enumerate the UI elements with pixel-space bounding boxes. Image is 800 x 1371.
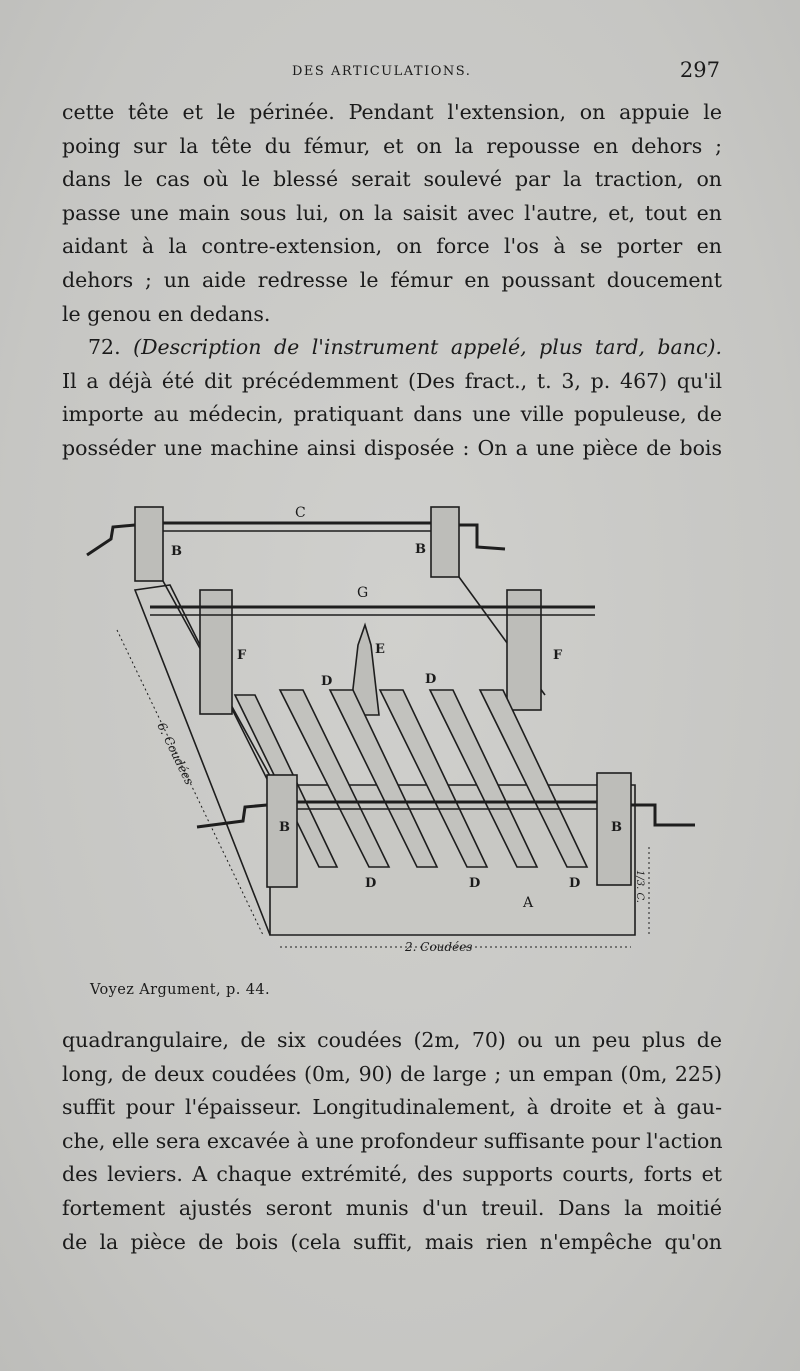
label-D: D bbox=[425, 672, 437, 687]
bench-illustration bbox=[75, 495, 705, 960]
front-left-crank bbox=[197, 805, 267, 827]
running-header bbox=[62, 58, 722, 88]
bottom-paragraph bbox=[62, 1024, 722, 1259]
text-line: dans le cas où le blessé serait soulevé par la traction, on bbox=[62, 167, 722, 192]
label-A: A bbox=[523, 895, 534, 911]
text-line: des leviers. A chaque extrémité, des supports courts, forts et bbox=[62, 1162, 722, 1187]
label-D: D bbox=[569, 876, 581, 891]
text-line: Il a déjà été dit précédemment (Des fract., t. 3, p. 467) qu'il bbox=[62, 368, 722, 393]
label-B: B bbox=[611, 820, 622, 835]
text-line: le genou en dedans. bbox=[62, 301, 271, 326]
text-line: importe au médecin, pratiquant dans une ville populeuse, de bbox=[62, 402, 722, 427]
rear-left-crank bbox=[87, 525, 135, 555]
page-number: 297 bbox=[679, 58, 720, 82]
rear-right-upright bbox=[431, 507, 459, 577]
text-line: de la pièce de bois (cela suffit, mais rien n'empêche qu'on bbox=[62, 1229, 722, 1254]
label-D: D bbox=[469, 876, 481, 891]
running-title: DES ARTICULATIONS. bbox=[292, 64, 472, 79]
label-B: B bbox=[279, 820, 290, 835]
label-B: B bbox=[171, 544, 182, 559]
dimension-width: 2. Coudées bbox=[405, 940, 473, 954]
dimension-length: 6. Coudées bbox=[154, 720, 197, 787]
text-line: che, elle sera excavée à une profondeur suffisante pour l'action bbox=[62, 1128, 723, 1153]
text-line: dehors ; un aide redresse le fémur en poussant doucement bbox=[62, 267, 722, 292]
rear-right-crank bbox=[459, 525, 505, 549]
section-heading: (Description de l'instrument appelé, plus tard, banc). bbox=[133, 335, 722, 360]
section-heading-line bbox=[62, 331, 722, 365]
left-lever-post bbox=[200, 590, 232, 714]
front-right-crank bbox=[631, 805, 695, 825]
label-D: D bbox=[321, 674, 333, 689]
rear-left-upright bbox=[135, 507, 163, 581]
label-E: E bbox=[375, 642, 385, 657]
text-line: long, de deux coudées (0m, 90) de large ; un empan (0m, 225) bbox=[62, 1061, 722, 1086]
text-line: posséder une machine ainsi disposée : On a une pièce de bois bbox=[62, 435, 722, 460]
label-F: F bbox=[553, 648, 563, 663]
section-number: 72. bbox=[88, 335, 121, 360]
bench-engraving bbox=[75, 495, 705, 960]
label-F: F bbox=[237, 648, 247, 663]
text-line: fortement ajustés seront munis d'un treuil. Dans la moitié bbox=[62, 1195, 722, 1220]
text-line: poing sur la tête du fémur, et on la repousse en dehors ; bbox=[62, 133, 722, 158]
text-line: passe une main sous lui, on la saisit avec l'autre, et, tout en bbox=[62, 200, 722, 225]
label-D: D bbox=[365, 876, 377, 891]
top-paragraph bbox=[62, 96, 722, 466]
text-line: aidant à la contre-extension, on force l'os à se porter en bbox=[62, 234, 722, 259]
text-line: quadrangulaire, de six coudées (2m, 70) ou un peu plus de bbox=[62, 1028, 722, 1052]
text-line: suffit pour l'épaisseur. Longitudinalement, à droite et à gau- bbox=[62, 1095, 722, 1120]
figure-caption: Voyez Argument, p. 44. bbox=[90, 982, 270, 998]
dimension-height: 1/3. C. bbox=[634, 870, 645, 903]
label-B: B bbox=[415, 542, 426, 557]
text-line: cette tête et le périnée. Pendant l'extension, on appuie le bbox=[62, 100, 722, 124]
label-C: C bbox=[295, 505, 306, 521]
label-G: G bbox=[357, 585, 369, 601]
